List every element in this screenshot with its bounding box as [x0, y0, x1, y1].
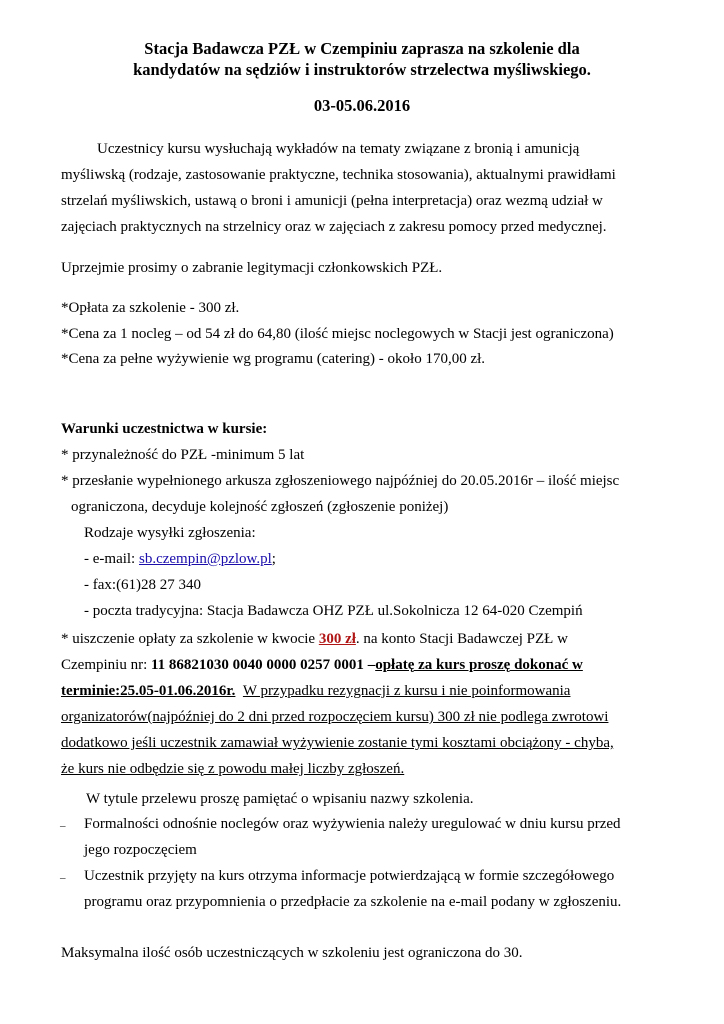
account-number: 11 86821030 0040 0000 0257 0001 [151, 657, 364, 673]
payment-prefix: * uiszczenie opłaty za szkolenie w kwocie [61, 631, 319, 647]
email-link[interactable]: sb.czempin@pzlow.pl [138, 551, 272, 567]
condition-membership: * przynależność do PZŁ -minimum 5 lat [61, 447, 305, 463]
intro-line-1: Uczestnicy kursu wysłuchają wykładów na tematy związane z bronią i amunicją [97, 141, 580, 157]
resignation-d: że kurs nie odbędzie się z powodu małej liczby zgłoszeń. [61, 761, 405, 777]
payment-suffix: . na konto Stacji Badawczej PZŁ w [355, 631, 568, 647]
bullet-marker-1: – [60, 820, 66, 832]
max-participants: Maksymalna ilość osób uczestniczących w szkoleniu jest ograniczona do 30. [61, 945, 523, 961]
resignation-c: dodatkowo jeśli uczestnik zamawiał wyżywienie zostanie tymi kosztami obciążony - chyba, [61, 735, 614, 751]
send-post: - poczta tradycyjna: Stacja Badawcza OHZ PZŁ ul.Sokolnicza 12 64-020 Czempiń [84, 603, 583, 619]
intro-line-2: myśliwską (rodzaje, zastosowanie praktyczne, technika stosowania), aktualnymi prawidłami [61, 167, 616, 183]
cost-accommodation: *Cena za 1 nocleg – od 54 zł do 64,80 (ilość miejsc noclegowych w Stacji jest ograniczona) [61, 326, 614, 342]
resignation-b: organizatorów(najpóźniej do 2 dni przed rozpoczęciem kursu) 300 zł nie podlega zwrotowi [61, 709, 609, 725]
send-email-prefix: - e-mail: [84, 551, 139, 567]
send-fax: - fax:(61)28 27 340 [84, 577, 202, 593]
cost-catering: *Cena za pełne wyżywienie wg programu (catering) - około 170,00 zł. [61, 351, 486, 367]
conditions-heading: Warunki uczestnictwa w kursie: [61, 421, 268, 437]
cost-training: *Opłata za szkolenie - 300 zł. [61, 300, 240, 316]
bullet-marker-2: – [60, 872, 66, 884]
course-date: 03-05.06.2016 [313, 96, 411, 115]
send-email [84, 550, 276, 569]
send-types-label: Rodzaje wysyłki zgłoszenia: [84, 525, 256, 541]
bullet-2-line-1: Uczestnik przyjęty na kurs otrzyma informacje potwierdzającą w formie szczegółowego [84, 868, 615, 884]
send-email-suffix: ; [271, 551, 276, 567]
condition-form-line-2: ograniczona, decyduje kolejność zgłoszeń (zgłoszenie poniżej) [71, 499, 449, 515]
request-text: Uprzejmie prosimy o zabranie legitymacji członkowskich PZŁ. [61, 260, 443, 276]
payment-line [61, 630, 568, 649]
deadline-line [61, 682, 570, 701]
condition-form-line-1: * przesłanie wypełnionego arkusza zgłoszeniowego najpóźniej do 20.05.2016r – ilość miejsc [61, 473, 620, 489]
intro-line-4: zajęciach praktycznych na strzelnicy oraz w zajęciach z zakresu pomocy przed medycznej. [61, 219, 607, 235]
bullet-2-line-2: programu oraz przypomnienia o przedpłacie za szkolenie na e-mail podany w zgłoszeniu. [84, 894, 622, 910]
payment-deadline-b: terminie:25.05-01.06.2016r. [61, 683, 236, 699]
bullet-1-line-1: Formalności odnośnie noclegów oraz wyżywienia należy uregulować w dniu kursu przed [84, 816, 621, 832]
account-prefix: Czempiniu nr: [61, 657, 151, 673]
intro-line-3: strzelań myśliwskich, ustawą o broni i amunicji (pełna interpretacja) oraz wezmą udział w [61, 193, 603, 209]
account-dash: – [363, 657, 376, 673]
title-line-1: Stacja Badawcza PZŁ w Czempiniu zaprasza na szkolenie dla [144, 39, 580, 58]
transfer-title-note: W tytule przelewu proszę pamiętać o wpisaniu nazwy szkolenia. [86, 791, 474, 807]
account-line [61, 656, 583, 675]
title-line-2: kandydatów na sędziów i instruktorów strzelectwa myśliwskiego. [133, 60, 591, 79]
resignation-a: W przypadku rezygnacji z kursu i nie poinformowania [242, 683, 571, 699]
payment-deadline-a: opłatę za kurs proszę dokonać w [375, 657, 583, 673]
payment-amount: 300 zł [318, 631, 356, 647]
bullet-1-line-2: jego rozpoczęciem [84, 842, 197, 858]
